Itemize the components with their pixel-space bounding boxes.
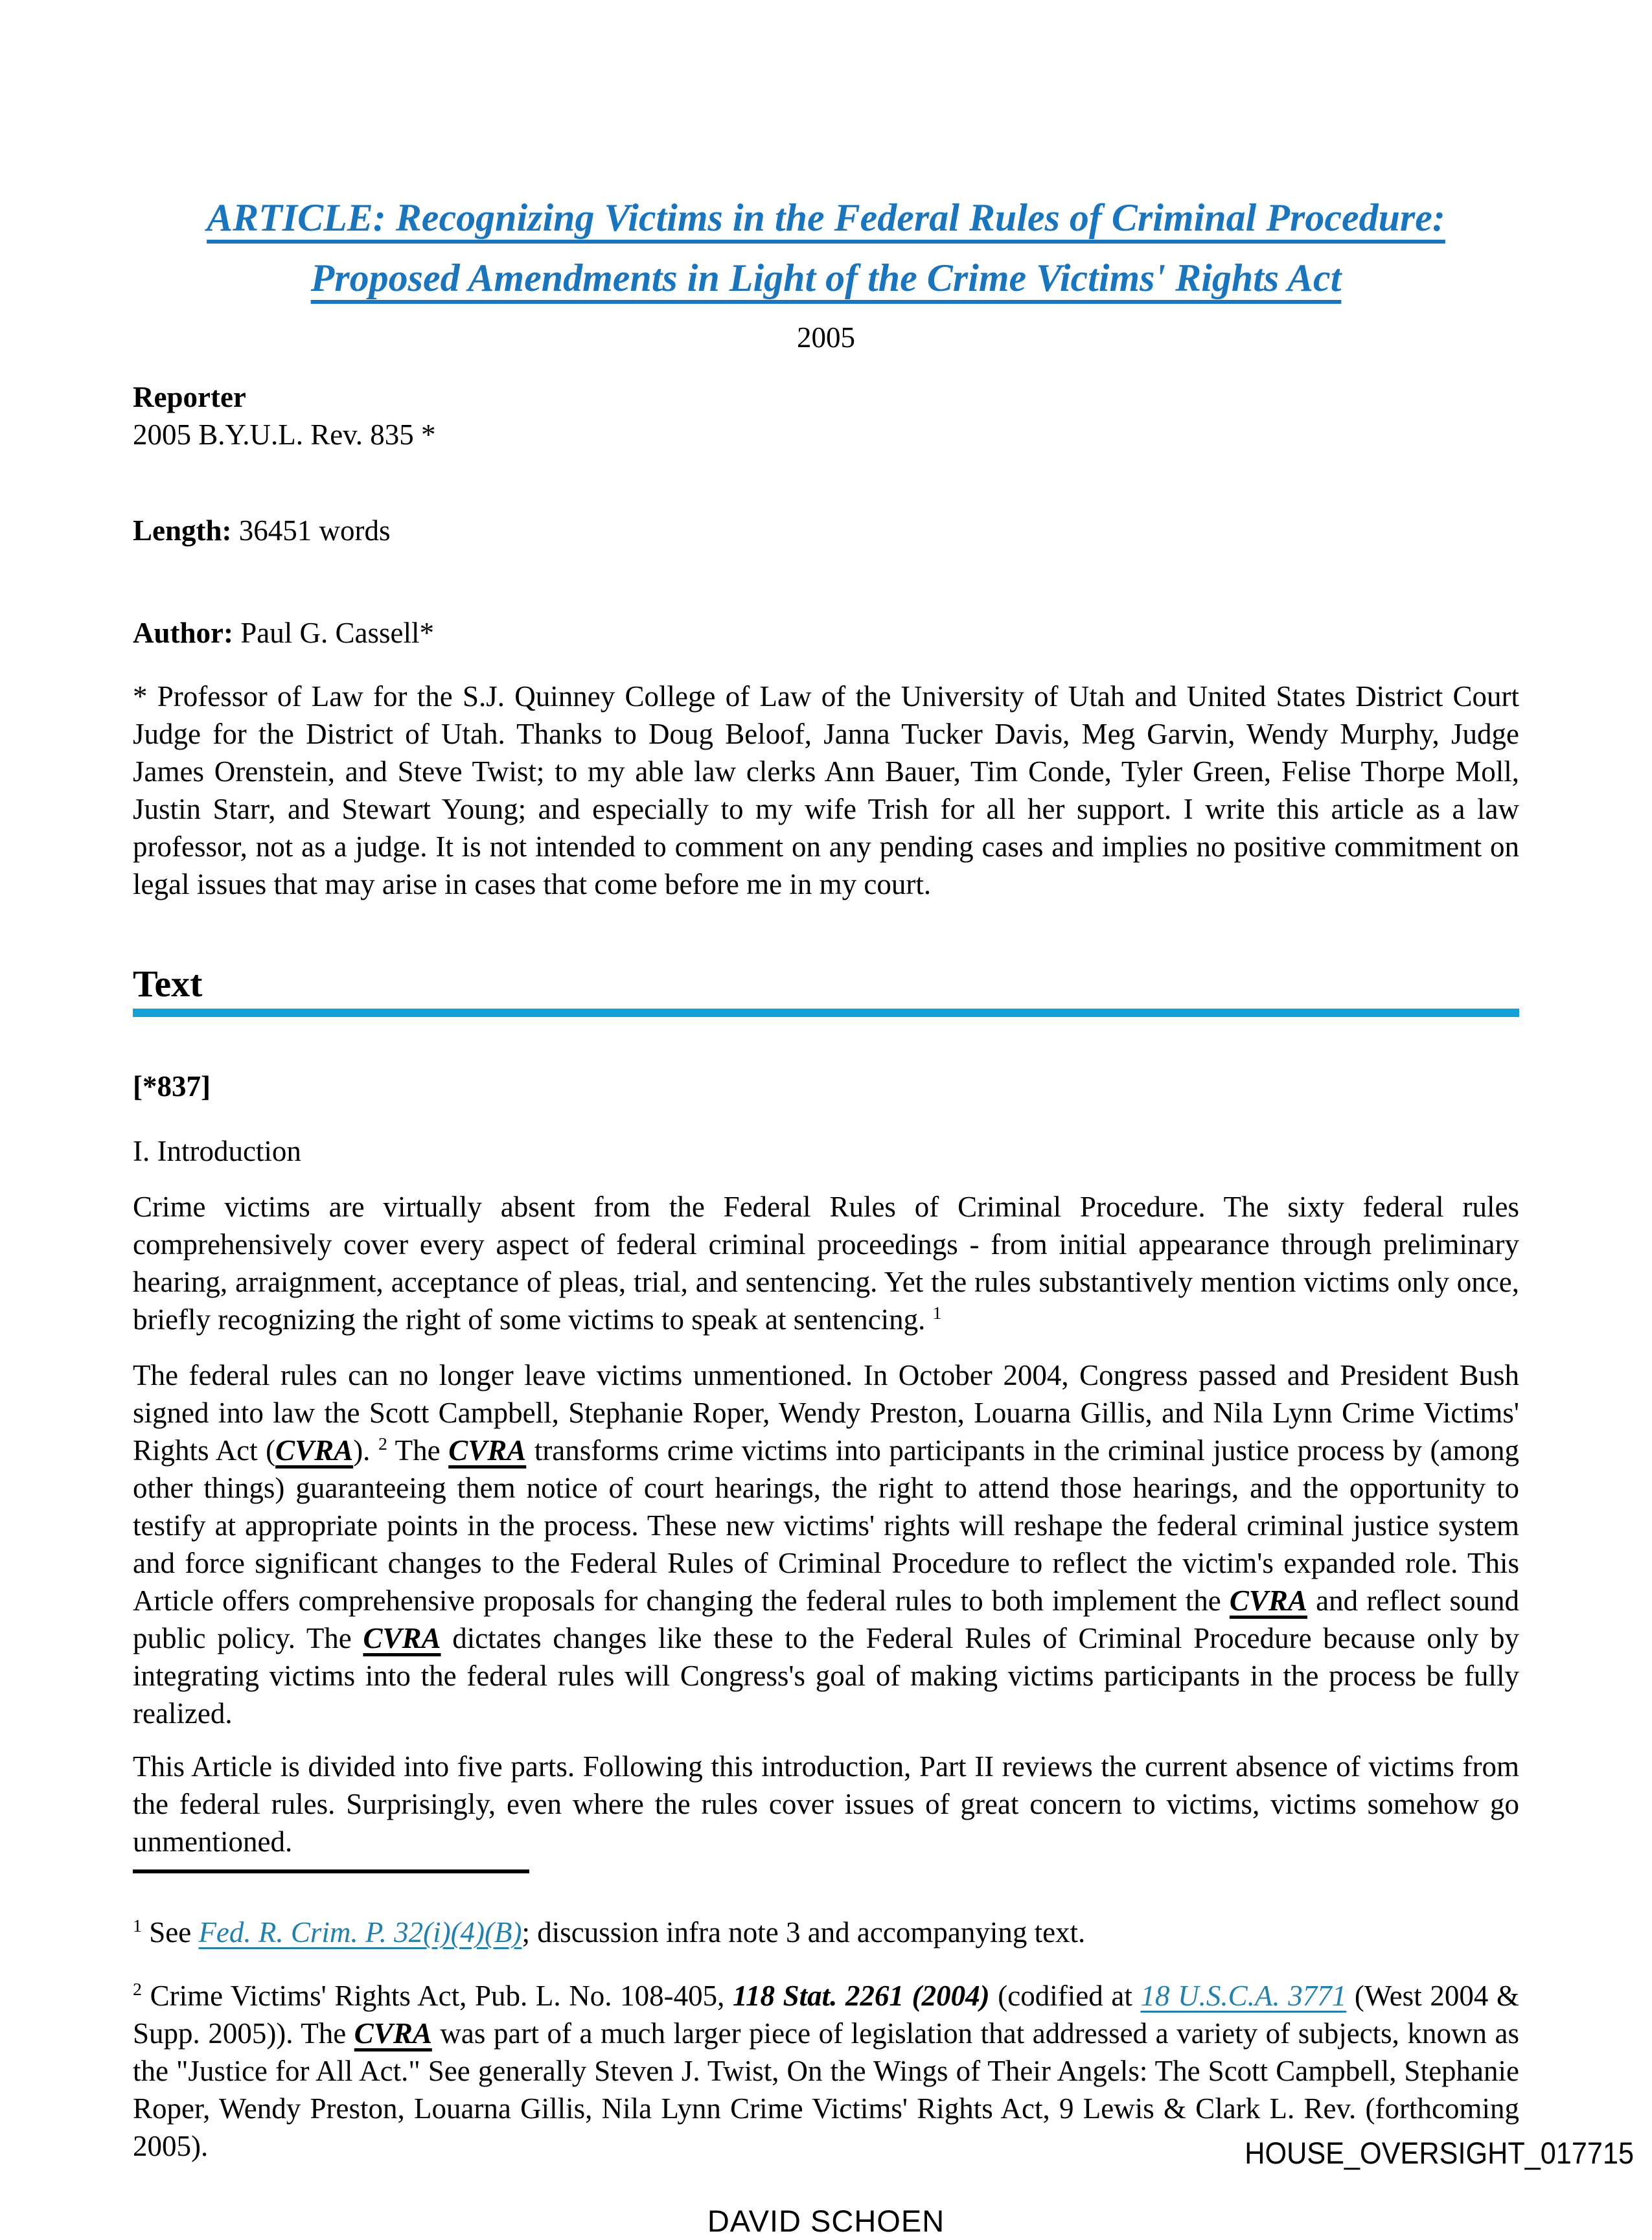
text-segment: (codified at xyxy=(989,1980,1141,2012)
cvra-term: CVRA xyxy=(354,2017,432,2050)
paragraph-2 xyxy=(133,1356,1519,1732)
author-footnote: * Professor of Law for the S.J. Quinney College of Law of the University of Utah and United States District Court Judge for the District of Utah. Thanks to Doug Beloof, Janna Tucker Davis, Meg Garvin, Wendy Murphy, Judge James Orenstein, and Steve Twist; to my able law clerks Ann Bauer, Tim Conde, Tyler Green, Felise Thorpe Moll, Justin Starr, and Stewart Young; and especially to my wife Trish for all her support. I write this article as a law professor, not as a judge. It is not intended to comment on any pending cases and implies no positive commitment on legal issues that may arise in cases that come before me in my court. xyxy=(133,680,1519,900)
footnote-number-2: 2 xyxy=(133,1980,142,2000)
length-label: Length: xyxy=(133,514,232,547)
reporter-label: Reporter xyxy=(133,381,246,413)
text-segment: was part of a much larger piece of legislation that addressed a variety of subjects, known as the "Justice for All Act." See generally Steven J. Twist, On the Wings of Their Angels: The Scott Campbell, Stephanie Roper, Wendy Preston, Louarna Gillis, Nila Lynn Crime Victims' Rights Act, 9 Lewis & Clark L. Rev. (forthcoming 2005). xyxy=(133,2017,1520,2162)
cvra-term: CVRA xyxy=(1229,1584,1307,1617)
fed-r-crim-p-link[interactable]: Fed. R. Crim. P. 32(i)(4)(B) xyxy=(198,1916,522,1949)
author-value: Paul G. Cassell* xyxy=(233,617,434,649)
bates-number: HOUSE_OVERSIGHT_017715 xyxy=(1245,2136,1634,2170)
footnote-number-1: 1 xyxy=(133,1916,142,1936)
paragraph-1 xyxy=(133,1188,1519,1338)
introduction-heading: I. Introduction xyxy=(133,1135,301,1167)
section-divider-rule xyxy=(133,1009,1519,1017)
text-segment: ). xyxy=(353,1434,378,1467)
cvra-term: CVRA xyxy=(448,1434,527,1467)
author-label: Author: xyxy=(133,617,233,649)
footnote-ref-1[interactable]: 1 xyxy=(932,1303,942,1323)
length-line xyxy=(133,512,1519,549)
author-line xyxy=(133,614,1519,652)
text-segment: The xyxy=(387,1434,449,1467)
reporter-citation: 2005 B.Y.U.L. Rev. 835 * xyxy=(133,418,436,451)
text-section-heading: Text xyxy=(133,963,203,1005)
page-marker-837: [*837] xyxy=(133,1070,211,1103)
text-segment: ; discussion infra note 3 and accompanying text. xyxy=(522,1916,1086,1949)
text-segment: Crime victims are virtually absent from the Federal Rules of Criminal Procedure. The sixty federal rules comprehensively cover every aspect of federal criminal proceedings - from initial appearance through preliminary hearing, arraignment, acceptance of pleas, trial, and sentencing. Yet the rules substantively mention victims only once, briefly recognizing the right of some victims to speak at sentencing. xyxy=(133,1191,1519,1336)
text-segment: This Article is divided into five parts. Following this introduction, Part II reviews the current absence of victims from the federal rules. Surprisingly, even where the rules cover issues of great concern to victims, victims somehow go unmentioned. xyxy=(133,1750,1519,1858)
footnote-separator xyxy=(133,1869,529,1873)
paragraph-3 xyxy=(133,1748,1519,1860)
stat-citation: 118 Stat. 2261 (2004) xyxy=(732,1980,990,2012)
footnote-ref-2[interactable]: 2 xyxy=(378,1434,387,1454)
footnote-1 xyxy=(133,1914,1519,1951)
text-segment: dictates changes like these to the Federal Rules of Criminal Procedure because only by integrating victims into the federal rules will Congress's goal of making victims participants in the process be fully realized. xyxy=(133,1622,1519,1730)
text-segment: transforms crime victims into participants in the criminal justice process by (among other things) guaranteeing them notice of court hearings, the right to attend those hearings, and the opportunity to testify at appropriate points in the process. These new victims' rights will reshape the federal criminal justice system and force significant changes to the Federal Rules of Criminal Procedure to reflect the victim's expanded role. This Article offers comprehensive proposals for changing the federal rules to both implement the xyxy=(133,1434,1520,1617)
cvra-term: CVRA xyxy=(275,1434,354,1467)
text-segment: Crime Victims' Rights Act, Pub. L. No. 108-405, xyxy=(141,1980,733,2012)
text-segment: The federal rules can no longer leave victims unmentioned. In October 2004, Congress passed and President Bush signed into law the Scott Campbell, Stephanie Roper, Wendy Preston, Louarna Gillis, and Nila Lynn Crime Victims' Rights Act ( xyxy=(133,1359,1519,1467)
article-title-link[interactable]: ARTICLE: Recognizing Victims in the Federal Rules of Criminal Procedure: Proposed Amendments in Light of the Crime Victims' Rights Act xyxy=(207,196,1445,299)
footer-name-stamp: DAVID SCHOEN xyxy=(707,2204,945,2238)
length-value: 36451 words xyxy=(231,514,391,547)
cvra-term: CVRA xyxy=(363,1622,441,1654)
text-segment: See xyxy=(141,1916,199,1949)
usca-link[interactable]: 18 U.S.C.A. 3771 xyxy=(1140,1980,1347,2012)
article-year: 2005 xyxy=(797,321,855,354)
text-segment: and reflect sound public policy. The xyxy=(133,1584,1519,1654)
text-segment: (West 2004 & Supp. 2005)). The xyxy=(133,1980,1519,2050)
